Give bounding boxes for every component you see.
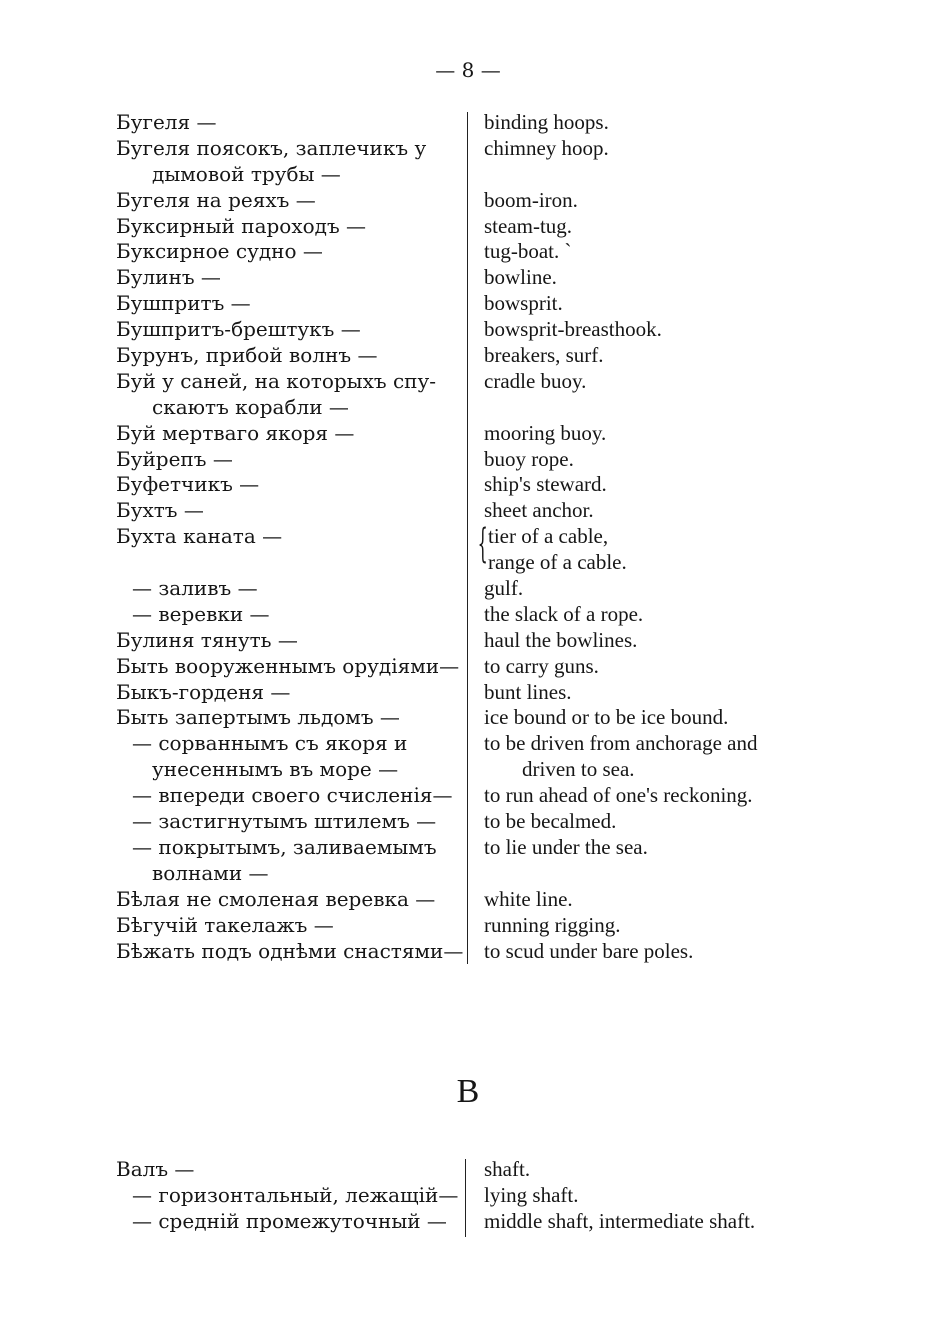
entry-row [116,1157,836,1183]
entry-row [116,317,836,343]
entry-row [116,188,836,214]
english-term: to lie under the sea. [484,834,648,859]
russian-term: Бушпритъ-брештукъ — [116,317,361,342]
russian-term: Буфетчикъ — [116,472,260,497]
russian-term: Бѣжать подъ однѣми снастями— [116,938,464,963]
entry-row [116,654,836,680]
english-term: white line. [484,886,573,911]
entry-row [116,136,836,162]
entry-row [116,628,836,654]
english-term: boom-iron. [484,187,578,212]
russian-term: — веревки — [132,601,270,626]
english-term: bunt lines. [484,679,572,704]
entry-row [116,1209,836,1235]
entry-row [116,887,836,913]
entry-row [116,472,836,498]
english-term: middle shaft, intermediate shaft. [484,1208,756,1233]
russian-term: Бугеля поясокъ, заплечикъ у [116,135,427,160]
russian-term: Буксирный пароходъ — [116,213,367,238]
russian-term: Быть вооруженнымъ орудіями— [116,653,460,678]
english-term: to run ahead of one's reckoning. [484,783,753,808]
english-term: chimney hoop. [484,135,609,160]
entry-row [116,809,836,835]
russian-term: Бугеля на реяхъ — [116,187,316,212]
english-term: tug-boat. ` [484,239,572,264]
russian-term: — застигнутымъ штилемъ — [132,809,437,834]
dictionary-section-b [116,110,836,964]
entry-row [116,447,836,473]
entry-row [116,239,836,265]
english-term: the slack of a rope. [484,601,644,626]
entry-row [116,110,836,136]
russian-term: Бугеля — [116,110,217,134]
english-term: to be becalmed. [484,809,617,834]
column-divider [465,1159,466,1237]
entry-row [116,835,836,861]
english-term: running rigging. [484,912,621,937]
russian-term: дымовой трубы — [152,161,341,186]
russian-term: Быть запертымъ льдомъ — [116,705,400,730]
entry-row [116,498,836,524]
entry-row [116,214,836,240]
english-term: ice bound or to be ice bound. [484,705,729,730]
entry-row [116,680,836,706]
english-term: buoy rope. [484,446,574,471]
russian-term: — впереди своего счисленія— [132,783,453,808]
russian-term: Буксирное судно — [116,239,323,264]
entry-row [116,1183,836,1209]
entry-row [116,939,836,965]
russian-term: скаютъ корабли — [152,394,349,419]
english-term: ship's steward. [484,472,607,497]
brace-glyph: { [477,521,488,567]
english-term: tier of a cable, [488,524,609,549]
entry-row [116,550,836,576]
english-term: driven to sea. [522,757,635,782]
entry-row [116,705,836,731]
english-term: lying shaft. [484,1182,579,1207]
russian-term: — покрытымъ, заливаемымъ [132,834,437,859]
english-term: bowsprit. [484,291,563,316]
english-term: sheet anchor. [484,498,594,523]
russian-term: Бухта каната — [116,524,283,549]
entry-row [116,602,836,628]
english-term: bowline. [484,265,557,290]
russian-term: — средній промежуточный — [132,1208,447,1233]
russian-term: Буй мертваго якоря — [116,420,355,445]
english-term: cradle buoy. [484,368,587,393]
section-letter: В [456,1073,480,1110]
english-term: to carry guns. [484,653,599,678]
entry-row [116,783,836,809]
english-term: shaft. [484,1157,531,1181]
russian-term: — заливъ — [132,576,258,601]
entry-row [116,369,836,395]
entry-row [116,291,836,317]
english-term: to scud under bare poles. [484,938,694,963]
russian-term: Буй у саней, на которыхъ спу- [116,368,437,393]
russian-term: — сорваннымъ съ якоря и [132,731,408,756]
russian-term: Валъ — [116,1157,195,1181]
english-term: mooring buoy. [484,420,607,445]
english-term: gulf. [484,576,524,601]
russian-term: волнами — [152,860,269,885]
english-term: breakers, surf. [484,343,604,368]
entry-row [116,395,836,421]
entry-row [116,265,836,291]
russian-term: Бушпритъ — [116,291,251,316]
english-term: to be driven from anchorage and [484,731,758,756]
english-term: haul the bowlines. [484,627,638,652]
entry-row [116,757,836,783]
english-term: bowsprit-breasthook. [484,317,662,342]
russian-term: Булинъ — [116,265,221,290]
entry-row [116,421,836,447]
entry-row [116,576,836,602]
page-number: — 8 — [435,58,501,82]
russian-term: — горизонтальный, лежащій— [132,1182,459,1207]
english-term: binding hoops. [484,110,609,134]
entry-row [116,861,836,887]
entry-row [116,731,836,757]
russian-term: унесеннымъ въ море — [152,757,399,782]
dictionary-section-v [116,1157,836,1235]
russian-term: Бѣлая не смоленая веревка — [116,886,436,911]
russian-term: Бухтъ — [116,498,204,523]
entry-row [116,524,836,550]
english-term: range of a cable. [488,550,627,575]
russian-term: Буйрепъ — [116,446,233,471]
column-divider [467,112,468,964]
entry-row [116,913,836,939]
russian-term: Бѣгучій такелажъ — [116,912,334,937]
russian-term: Бурунъ, прибой волнъ — [116,343,378,368]
entry-row [116,162,836,188]
russian-term: Булиня тянуть — [116,627,298,652]
russian-term: Быкъ-горденя — [116,679,291,704]
entry-row [116,343,836,369]
english-term: steam-tug. [484,213,573,238]
